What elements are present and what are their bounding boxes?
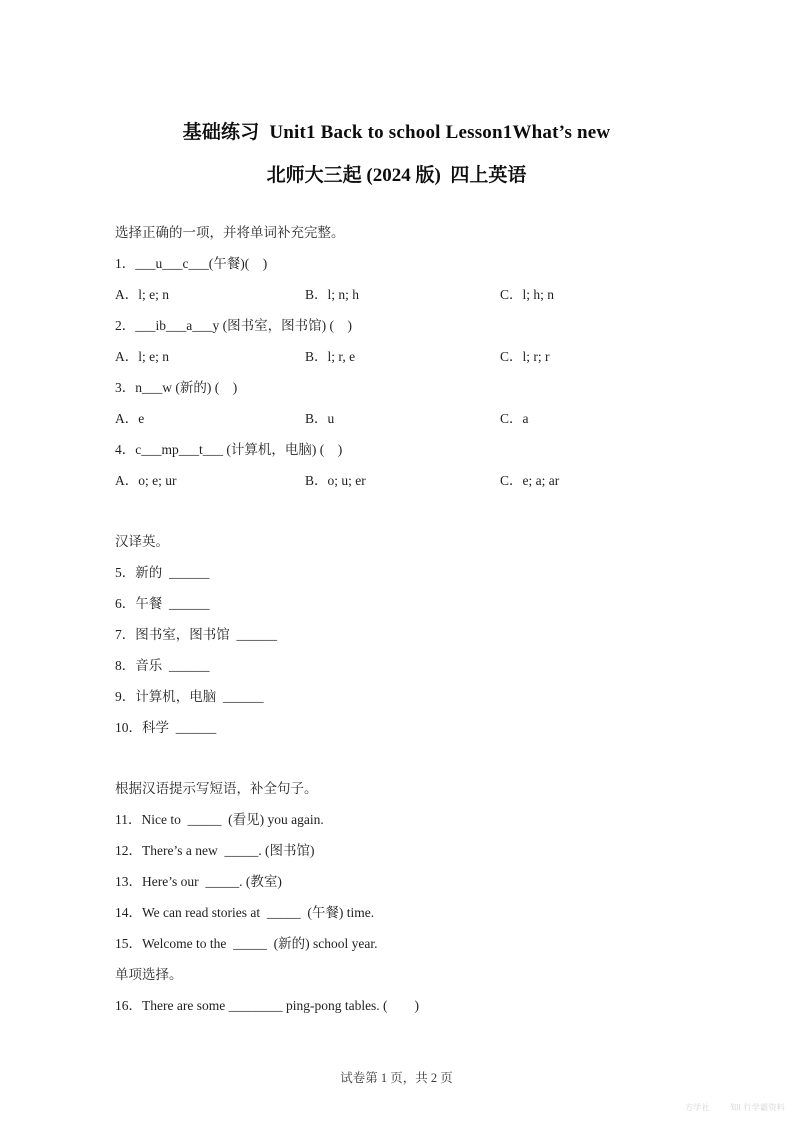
watermark-right-text: 知l 行学霸资料 [730, 1102, 785, 1112]
option-2-b[interactable]: B．l; r, e [305, 348, 356, 364]
option-1-a[interactable]: A．l; e; n [115, 286, 169, 302]
item-14: 14．We can read stories at _____ (午餐) time. [115, 904, 375, 920]
item-8: 8．音乐 ______ [115, 657, 210, 673]
question-stem-4: 4．c___mp___t___ (计算机，电脑) ( ) [115, 441, 343, 457]
title-block [0, 0, 793, 191]
item-6: 6．午餐 ______ [115, 595, 210, 611]
option-3-c[interactable]: C．a [500, 410, 529, 426]
option-row-3 [115, 403, 693, 434]
option-4-b[interactable]: B．o; u; er [305, 472, 366, 488]
option-2-c[interactable]: C．l; r; r [500, 348, 550, 364]
option-1-c[interactable]: C．l; h; n [500, 286, 555, 302]
item-13: 13．Here’s our _____. (教室) [115, 873, 282, 889]
section-heading-2: 汉译英。 [115, 533, 169, 549]
question-stem-3: 3．n___w (新的) ( ) [115, 379, 238, 395]
item-5: 5．新的 ______ [115, 564, 210, 580]
option-3-b[interactable]: B．u [305, 410, 335, 426]
section-gap-1 [115, 496, 693, 526]
option-4-c[interactable]: C．e; a; ar [500, 472, 560, 488]
option-row-4 [115, 465, 693, 496]
item-16: 16．There are some ________ ping-pong tables. ( ) [115, 997, 420, 1013]
page-subtitle: 北师大三起 (2024 版) 四上英语 [266, 165, 527, 187]
page-title: 基础练习 Unit1 Back to school Lesson1What’s new [182, 122, 611, 143]
item-11: 11．Nice to _____ (看见) you again. [115, 811, 324, 827]
item-12: 12．There’s a new _____. (图书馆) [115, 842, 315, 858]
section-gap-2 [115, 743, 693, 773]
section-heading-1: 选择正确的一项，并将单词补充完整。 [115, 224, 345, 240]
option-row-2 [115, 341, 693, 372]
section-heading-3: 根据汉语提示写短语，补全句子。 [115, 780, 318, 796]
item-7: 7．图书室，图书馆 ______ [115, 626, 277, 642]
watermark [685, 1099, 785, 1115]
document-body [0, 217, 793, 1021]
item-15: 15．Welcome to the _____ (新的) school year. [115, 935, 378, 951]
option-2-a[interactable]: A．l; e; n [115, 348, 169, 364]
section-heading-4: 单项选择。 [115, 966, 183, 982]
question-stem-2: 2．___ib___a___y (图书室，图书馆) ( ) [115, 317, 352, 333]
item-9: 9．计算机，电脑 ______ [115, 688, 264, 704]
item-10: 10．科学 ______ [115, 719, 217, 735]
option-4-a[interactable]: A．o; e; ur [115, 472, 177, 488]
page-footer: 试卷第 1 页，共 2 页 [340, 1071, 453, 1085]
watermark-left-text: 方学社 [685, 1102, 710, 1112]
question-stem-1: 1．___u___c___(午餐)( ) [115, 255, 268, 271]
option-row-1 [115, 279, 693, 310]
option-3-a[interactable]: A．e [115, 410, 145, 426]
option-1-b[interactable]: B．l; n; h [305, 286, 360, 302]
